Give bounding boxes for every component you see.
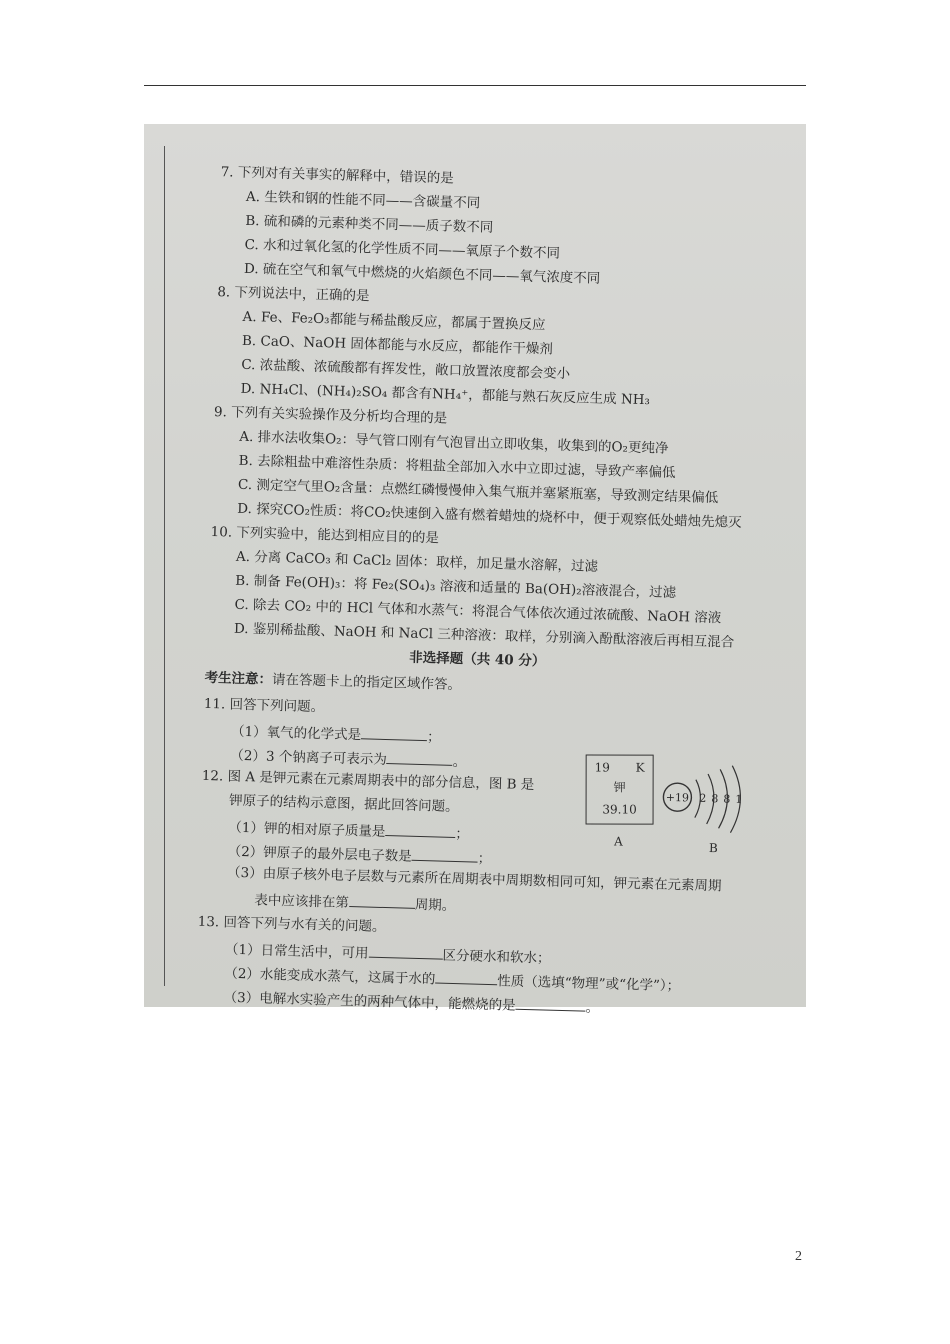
q13-sub2-text: （2）水能变成水蒸气，这属于水的 (224, 965, 436, 988)
q8-option-d: D. NH₄Cl、(NH₄)₂SO₄ 都含有NH₄⁺，都能与熟石灰反应生成 NH₃ (240, 380, 651, 409)
q12-sub3-line1: （3）由原子核外电子层数与元素所在周期表中周期数相同可知，钾元素在元素周期 (226, 864, 722, 895)
figure-b-label: B (708, 841, 719, 856)
q12-sub2 (228, 843, 492, 867)
q12-sub3-line2 (254, 891, 455, 913)
answer-blank[interactable] (435, 970, 497, 985)
q12-sub1-punct: ； (455, 825, 470, 843)
shell-3-count: 8 (723, 792, 731, 806)
notice-text: 请在答题卡上的指定区域作答。 (271, 671, 462, 694)
q7-option-d: D. 硫在空气和氧气中燃烧的火焰颜色不同——氧气浓度不同 (243, 260, 601, 287)
q13-sub1-suffix: 区分硬水和软水； (442, 947, 551, 967)
q13-sub1 (225, 941, 551, 967)
answer-blank[interactable] (349, 894, 415, 909)
q13-sub2-suffix: 性质（选填“物理”或“化学”）； (497, 973, 681, 995)
q13-sub1-text: （1）日常生活中，可用 (224, 941, 369, 962)
q11-stem: 11. 回答下列问题。 (203, 695, 325, 716)
periodic-table-cell (586, 754, 654, 824)
q9-stem: 9. 下列有关实验操作及分析均合理的是 (213, 404, 448, 427)
q9-option-b: B. 去除粗盐中难溶性杂质：将粗盐全部加入水中立即过滤，导致产率偏低 (238, 452, 676, 481)
q11-sub1-text: （1）氧气的化学式是 (230, 723, 362, 744)
q8-option-a: A. Fe、Fe₂O₃都能与稀盐酸反应，都属于置换反应 (242, 308, 546, 334)
q10-stem: 10. 下列实验中，能达到相应目的的是 (210, 524, 440, 547)
q12-sub2-text: （2）钾原子的最外层电子数是 (227, 843, 412, 865)
element-symbol: K (635, 760, 645, 775)
q13-sub2 (224, 965, 680, 994)
q7-option-b: B. 硫和磷的元素种类不同——质子数不同 (245, 212, 494, 236)
q13-stem: 13. 回答下列与水有关的问题。 (197, 913, 386, 936)
q10-option-a: A. 分离 CaCO₃ 和 CaCl₂ 固体：取样，加足量水溶解，过滤 (235, 548, 599, 575)
answer-blank[interactable] (387, 751, 453, 766)
q12-sub1-text: （1）钾的相对原子质量是 (228, 819, 386, 841)
nucleus-charge: +19 (665, 790, 690, 805)
page-number: 2 (795, 1249, 802, 1264)
q11-sub2-text: （2）3 个钠离子可表示为 (230, 747, 388, 769)
notice-label: 考生注意： (204, 669, 273, 688)
q11-sub2-punct: 。 (452, 753, 467, 771)
q9-option-a: A. 排水法收集O₂：导气管口刚有气泡冒出立即收集，收集到的O₂更纯净 (239, 428, 669, 457)
q11-sub2 (230, 747, 466, 770)
q12-stem-line1: 12. 图 A 是钾元素在元素周期表中的部分信息，图 B 是 (201, 767, 535, 794)
answer-blank[interactable] (385, 823, 455, 838)
q10-option-d: D. 鉴别稀盐酸、NaOH 和 NaCl 三种溶液：取样，分别滴入酚酞溶液后再相互混合 (233, 620, 735, 651)
answer-blank[interactable] (361, 726, 427, 741)
q7-option-a: A. 生铁和钢的性能不同——含碳量不同 (245, 188, 481, 212)
q8-stem: 8. 下列说法中，正确的是 (217, 284, 370, 305)
q7-option-c: C. 水和过氧化氢的化学性质不同——氧原子个数不同 (244, 236, 561, 262)
q8-option-c: C. 浓盐酸、浓硫酸都有挥发性，敞口放置浓度都会变小 (241, 356, 571, 382)
q13-sub3-text: （3）电解水实验产生的两种气体中，能燃烧的是 (223, 989, 516, 1014)
section-title: 非选择题（共 40 分） (408, 649, 546, 670)
shell-1-count: 2 (699, 791, 707, 805)
notice (204, 669, 462, 694)
exam-photo (144, 124, 806, 1017)
q9-option-d: D. 探究CO₂性质：将CO₂快速倒入盛有燃着蜡烛的烧杯中，便于观察低处蜡烛先熄灭 (237, 500, 742, 531)
q12-sub1 (228, 819, 469, 842)
q13-sub3 (223, 989, 599, 1016)
atom-structure-diagram (644, 758, 756, 841)
answer-blank[interactable] (516, 997, 586, 1012)
shell-4-count: 1 (735, 792, 743, 806)
atomic-mass: 39.10 (602, 802, 637, 817)
header-rule (144, 85, 806, 86)
q12-sub2-punct: ； (477, 850, 492, 867)
q13-sub3-punct: 。 (585, 999, 600, 1017)
q12-stem-line2: 钾原子的结构示意图，据此回答问题。 (228, 792, 459, 816)
q10-option-c: C. 除去 CO₂ 中的 HCl 气体和水蒸气：将混合气体依次通过浓硫酸、NaOH 溶液 (234, 596, 722, 627)
q8-option-b: B. CaO、NaOH 固体都能与水反应，都能作干燥剂 (241, 332, 554, 358)
q11-sub1-punct: ； (426, 729, 441, 746)
q12-sub3-punct: 周期。 (414, 896, 456, 914)
figure-a-label: A (613, 834, 624, 849)
q9-option-c: C. 测定空气里O₂含量：点燃红磷慢慢伸入集气瓶并塞紧瓶塞，导致测定结果偏低 (237, 476, 719, 507)
q12-sub3-text: 表中应该排在第 (254, 892, 350, 912)
answer-blank[interactable] (368, 945, 442, 960)
shell-2-count: 8 (711, 792, 719, 806)
answer-blank[interactable] (412, 848, 478, 863)
q7-stem: 7. 下列对有关事实的解释中，错误的是 (220, 164, 454, 187)
element-name: 钾 (613, 780, 626, 795)
q11-sub1 (231, 723, 441, 745)
exam-sheet (119, 124, 805, 1025)
atomic-number: 19 (594, 760, 610, 775)
q10-option-b: B. 制备 Fe(OH)₃：将 Fe₂(SO₄)₃ 溶液和适量的 Ba(OH)₂溶液混合，过滤 (235, 572, 677, 602)
